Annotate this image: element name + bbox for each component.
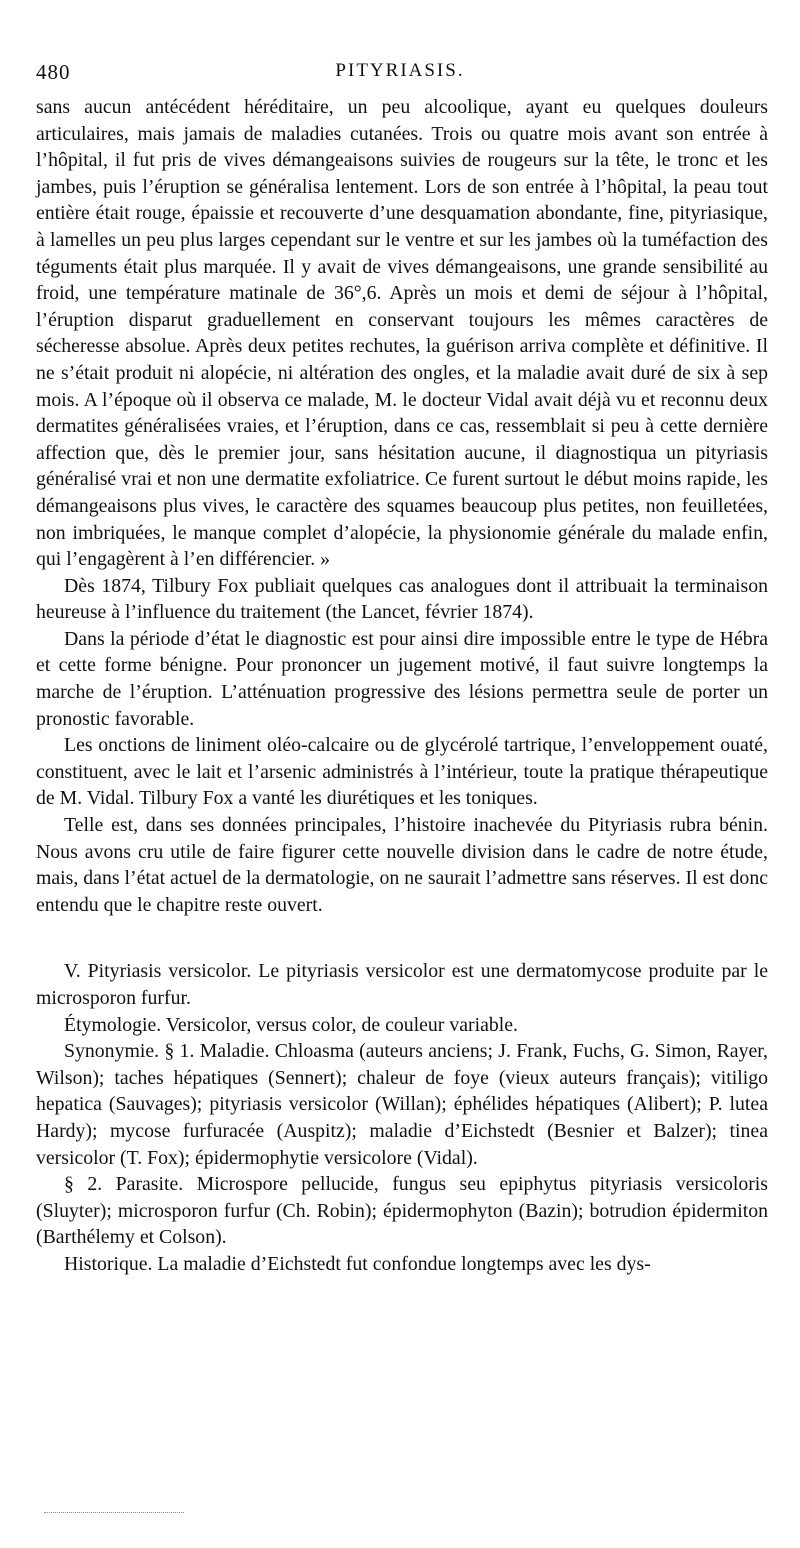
paragraph-historique: Historique. La maladie d’Eichstedt fut confondue longtemps avec les dys- xyxy=(64,1252,651,1275)
running-title: PITYRIASIS. xyxy=(335,60,465,81)
page-header xyxy=(36,60,764,90)
section-gap xyxy=(36,918,768,958)
paragraph-diagnostic: Dans la période d’état le diagnostic est pour ainsi dire impossible entre le type de Hébra et cette forme bénigne. Pour prononcer un jugement motivé, il faut suivre longtemps la marche de l’éruption. L’atténuation progressive des lésions permettra seule de porter un pronostic favorable. xyxy=(36,627,768,730)
paragraph-case-report: sans aucun antécédent héréditaire, un peu alcoolique, ayant eu quelques douleurs articulaires, mais jamais de maladies cutanées. Trois ou quatre mois avant son entrée à l’hôpital, il fut pris de vives démangeaisons suivies de rougeurs sur la tête, le tronc et les jambes, puis l’éruption se généralisa lentement. Lors de son entrée à l’hôpital, la peau tout entière était rouge, épaissie et recouverte d’une desquamation abondante, fine, pityriasique, à lamelles un peu plus larges cependant sur le ventre et sur les jambes où la tuméfaction des téguments était plus marquée. Il y avait de vives démangeaisons, une grande sensibilité au froid, une température matinale de 36°,6. Après un mois et demi de séjour à l’hôpital, l’éruption disparut graduellement en conservant toujours les mêmes caractères de sécheresse absolue. Après deux petites rechutes, la guérison arriva complète et définitive. Il ne s’était produit ni alopécie, ni altération des ongles, et la maladie avait duré de six à sep mois. A l’époque où il observa ce malade, M. le docteur Vidal avait déjà vu et reconnu deux dermatites généralisées vraies, et l’éruption, dans ce cas, ressemblait si peu à cette dernière affection que, dès le premier jour, sans hésitation aucune, il diagnostiqua un pityriasis généralisé vrai et non une dermatite exfoliatrice. Ce furent surtout le début moins rapide, les démangeaisons plus vives, le caractère des squames beaucoup plus petites, non feuilletées, non imbriquées, le manque complet d’alopécie, la physionomie générale du malade enfin, qui l’engagèrent à l’en différencier. » xyxy=(36,96,768,571)
page-number: 480 xyxy=(36,60,71,84)
section-heading-pityriasis-versicolor: V. Pityriasis versicolor. Le pityriasis versicolor est une dermatomycose produite par le microsporon furfur. xyxy=(36,960,768,1009)
paragraph-conclusion: Telle est, dans ses données principales, l’histoire inachevée du Pityriasis rubra bénin. Nous avons cru utile de faire figurer cette nouvelle division dans le cadre de notre étude, mais, dans l’état actuel de la dermatologie, on ne saurait l’admettre sans réserves. Il est donc entendu que le chapitre reste ouvert. xyxy=(36,814,768,916)
paragraph-synonymie: Synonymie. § 1. Maladie. Chloasma (auteurs anciens; J. Frank, Fuchs, G. Simon, Rayer, Wilson); taches hépatiques (Sennert); chaleur de foye (vieux auteurs français); vitiligo hepatica (Sauvages); pityriasis versicolor (Willan); éphélides hépatiques (Alibert); P. lutea Hardy); mycose furfuracée (Auspitz); maladie d’Eichstedt (Besnier et Balzer); tinea versicolor (T. Fox); épidermophytie versicolore (Vidal). xyxy=(36,1040,768,1169)
footer-dotted-rule xyxy=(44,1512,184,1513)
paragraph-tilbury-fox: Dès 1874, Tilbury Fox publiait quelques cas analogues dont il attribuait la terminaison heureuse à l’influence du traitement (the Lancet, février 1874). xyxy=(36,574,768,624)
body-text xyxy=(36,94,768,1278)
paragraph-therapeutique: Les onctions de liniment oléo-calcaire ou de glycérolé tartrique, l’enveloppement ouaté, constituent, avec le lait et l’arsenic administrés à l’intérieur, toute la pratique thérapeutique de M. Vidal. Tilbury Fox a vanté les diurétiques et les toniques. xyxy=(36,734,768,810)
paragraph-etymologie: Étymologie. Versicolor, versus color, de couleur variable. xyxy=(64,1013,518,1036)
paragraph-parasite: § 2. Parasite. Microspore pellucide, fungus seu epiphytus pityriasis versicoloris (Sluyter); microsporon furfur (Ch. Robin); épidermophyton (Bazin); botrudion épidermiton (Barthélemy et Colson). xyxy=(36,1173,768,1249)
